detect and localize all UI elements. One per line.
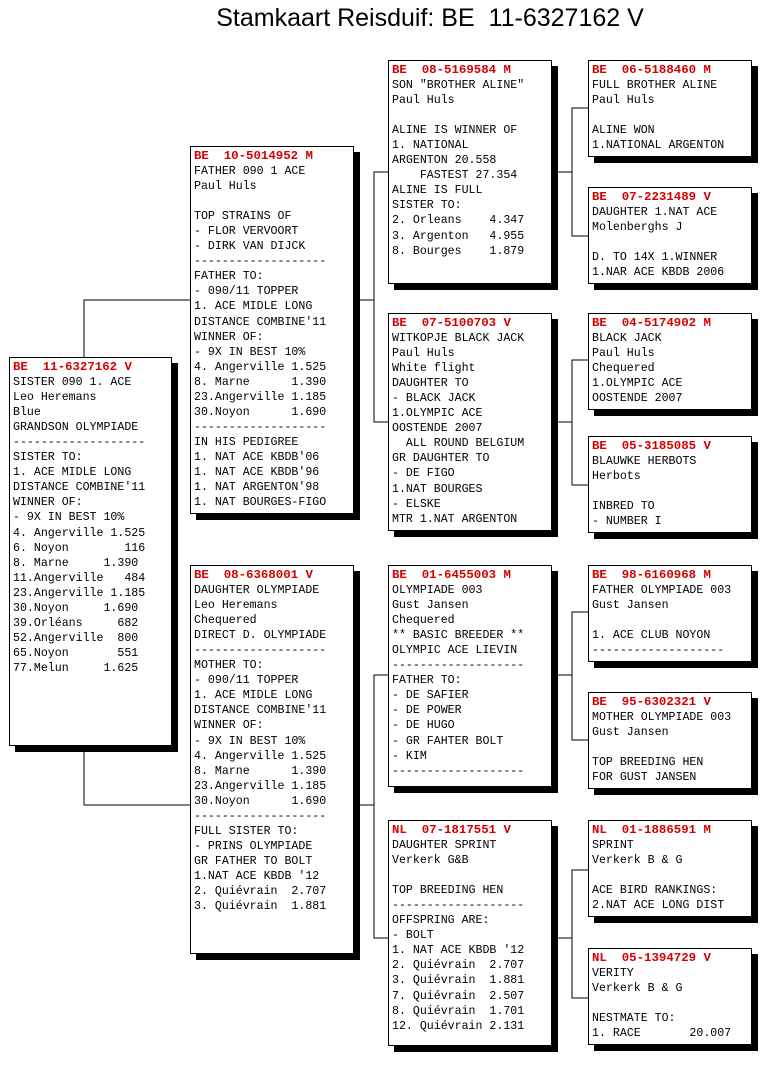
ring-number: BE 06-5188460 M [592,63,711,77]
card-ggp-5: BE 98-6160968 M FATHER OLYMPIADE 003 Gust Jansen 1. ACE CLUB NOYON ------------------- [588,565,752,662]
ring-number: BE 05-3185085 V [592,439,711,453]
card-paternal-grandmother: BE 07-5100703 V WITKOPJE BLACK JACK Paul Huls White flight DAUGHTER TO - BLACK JACK 1.OLYMPIC ACE OOSTENDE 2007 ALL ROUND BELGIUM GR DAUGHTER TO - DE FIGO 1.NAT BOURGES - ELSKE MTR 1.NAT ARGENTON [388,313,552,531]
ring-number: BE 08-6368001 V [194,568,313,582]
ring-number: NL 01-1886591 M [592,823,711,837]
card-ggp-3: BE 04-5174902 M BLACK JACK Paul Huls Chequered 1.OLYMPIC ACE OOSTENDE 2007 [588,313,752,410]
ring-number: BE 01-6455003 M [392,568,511,582]
card-ggp-6: BE 95-6302321 V MOTHER OLYMPIADE 003 Gust Jansen TOP BREEDING HEN FOR GUST JANSEN [588,692,752,789]
ring-number: NL 05-1394729 V [592,951,711,965]
card-maternal-grandmother: NL 07-1817551 V DAUGHTER SPRINT Verkerk G&B TOP BREEDING HEN ------------------- OFFSPRING ARE: - BOLT 1. NAT ACE KBDB '12 2. Quiévrain 2.707 3. Quiévrain 1.881 7. Quiévrain 2.507 8. Quiévrain 1.701 12. Quiévrain 2.131 [388,820,552,1046]
page-title: Stamkaart Reisduif: BE 11-6327162 V [216,4,644,32]
ring-number: BE 98-6160968 M [592,568,711,582]
card-ggp-8: NL 05-1394729 V VERITY Verkerk B & G NESTMATE TO: 1. RACE 20.007 [588,948,752,1045]
ring-number: BE 10-5014952 M [194,149,313,163]
card-ggp-4: BE 05-3185085 V BLAUWKE HERBOTS Herbots INBRED TO - NUMBER I [588,436,752,533]
card-paternal-grandfather: BE 08-5169584 M SON "BROTHER ALINE" Paul Huls ALINE IS WINNER OF 1. NATIONAL ARGENTON 20.558 FASTEST 27.354 ALINE IS FULL SISTER TO: 2. Orleans 4.347 3. Argenton 4.955 8. Bourges 1.879 [388,60,552,284]
ring-number: BE 95-6302321 V [592,695,711,709]
card-father: BE 10-5014952 M FATHER 090 1 ACE Paul Huls TOP STRAINS OF - FLOR VERVOORT - DIRK VAN DIJCK ------------------- FATHER TO: - 090/11 TOPPER 1. ACE MIDLE LONG DISTANCE COMBINE'11 WINNER OF: - 9X IN BEST 10% 4. Angerville 1.525 8. Marne 1.390 23.Angerville 1.185 30.Noyon 1.690 ------------------- IN HIS PEDIGREE 1. NAT ACE KBDB'06 1. NAT ACE KBDB'96 1. NAT ARGENTON'98 1. NAT BOURGES-FIGO [190,146,354,514]
ring-number: BE 11-6327162 V [13,360,132,374]
ring-number: BE 08-5169584 M [392,63,511,77]
ring-number: BE 07-2231489 V [592,190,711,204]
ring-number: BE 07-5100703 V [392,316,511,330]
ring-number: NL 07-1817551 V [392,823,511,837]
card-maternal-grandfather: BE 01-6455003 M OLYMPIADE 003 Gust Jansen Chequered ** BASIC BREEDER ** OLYMPIC ACE LIEVIN ------------------- FATHER TO: - DE SAFIER - DE POWER - DE HUGO - GR FAHTER BOLT - KIM ------------------- [388,565,552,787]
card-ggp-7: NL 01-1886591 M SPRINT Verkerk B & G ACE BIRD RANKINGS: 2.NAT ACE LONG DIST [588,820,752,917]
card-ggp-1: BE 06-5188460 M FULL BROTHER ALINE Paul Huls ALINE WON 1.NATIONAL ARGENTON [588,60,752,157]
card-ggp-2: BE 07-2231489 V DAUGHTER 1.NAT ACE Molenberghs J D. TO 14X 1.WINNER 1.NAR ACE KBDB 2006 [588,187,752,284]
card-subject: BE 11-6327162 V SISTER 090 1. ACE Leo Heremans Blue GRANDSON OLYMPIADE ------------------- SISTER TO: 1. ACE MIDLE LONG DISTANCE COMBINE'11 WINNER OF: - 9X IN BEST 10% 4. Angerville 1.525 6. Noyon 116 8. Marne 1.390 11.Angerville 484 23.Angerville 1.185 30.Noyon 1.690 39.Orléans 682 52.Angerville 800 65.Noyon 551 77.Melun 1.625 [9,357,172,746]
ring-number: BE 04-5174902 M [592,316,711,330]
card-mother: BE 08-6368001 V DAUGHTER OLYMPIADE Leo Heremans Chequered DIRECT D. OLYMPIADE ------------------- MOTHER TO: - 090/11 TOPPER 1. ACE MIDLE LONG DISTANCE COMBINE'11 WINNER OF: - 9X IN BEST 10% 4. Angerville 1.525 8. Marne 1.390 23.Angerville 1.185 30.Noyon 1.690 ------------------- FULL SISTER TO: - PRINS OLYMPIADE GR FATHER TO BOLT 1.NAT ACE KBDB '12 2. Quiévrain 2.707 3. Quiévrain 1.881 [190,565,354,954]
